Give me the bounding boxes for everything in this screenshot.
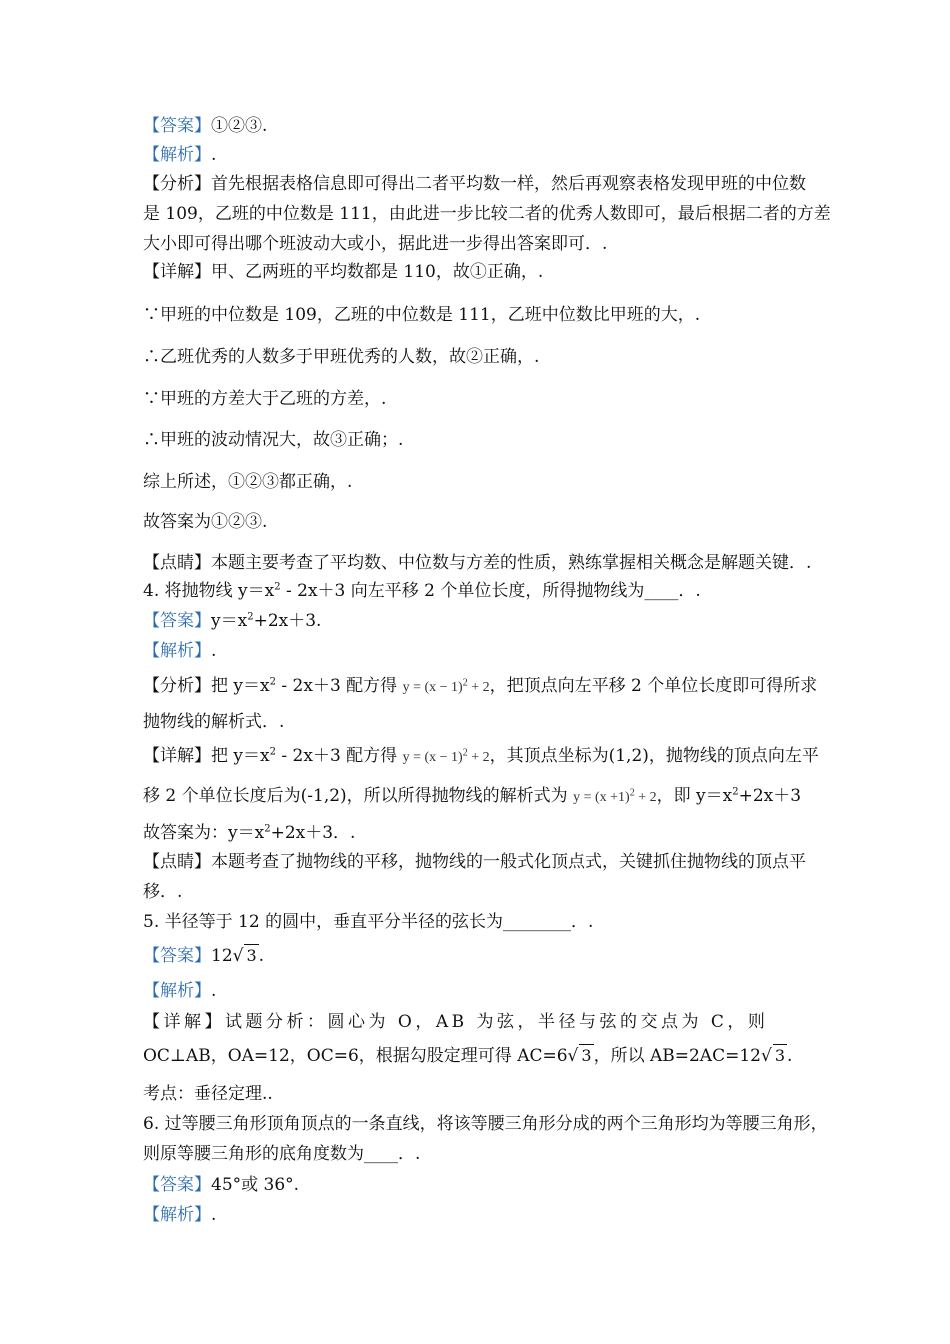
fenxi-text: 首先根据表格信息即可得出二者平均数一样，然后再观察表格发现甲班的中位数 bbox=[211, 174, 806, 194]
superscript: 2 bbox=[274, 581, 281, 593]
analysis-line-q3 bbox=[143, 144, 216, 166]
question-text: 4. 将抛物线 y＝x bbox=[143, 581, 275, 601]
superscript: 2 bbox=[462, 747, 468, 759]
fenxi-line-q4 bbox=[143, 675, 817, 699]
sqrt-radicand: 3 bbox=[581, 1046, 592, 1065]
paragraph-text: +2x＋3．. bbox=[270, 823, 356, 843]
detail-tag: 【详解】 bbox=[143, 1012, 225, 1032]
formula-image bbox=[573, 787, 657, 805]
comment-tag: 【点睛】 bbox=[143, 553, 211, 573]
fenxi-text: ，把顶点向左平移 2 个单位长度即可得所求 bbox=[489, 676, 818, 696]
comment-tag: 【点睛】 bbox=[143, 852, 211, 872]
paragraph-line: 是 109，乙班的中位数是 111，由此进一步比较二者的优秀人数即可，最后根据二者的方差 bbox=[143, 204, 831, 224]
fenxi-text: 把 y＝x bbox=[211, 676, 270, 696]
analysis-line-q6 bbox=[143, 1204, 216, 1226]
answer-tag: 【答案】 bbox=[143, 946, 211, 966]
formula-image bbox=[402, 677, 490, 695]
paragraph-line: ∵甲班的中位数是 109，乙班的中位数是 111，乙班中位数比甲班的大，. bbox=[143, 305, 701, 325]
answer-text: y＝x bbox=[211, 611, 248, 631]
analysis-text: . bbox=[211, 981, 217, 1001]
formula-text: + 2 bbox=[634, 790, 657, 805]
formula-text: y = (x − 1) bbox=[402, 750, 463, 765]
fenxi-line-q3 bbox=[143, 173, 806, 195]
paragraph-line: ∵甲班的方差大于乙班的方差，. bbox=[143, 389, 387, 409]
answer-tag: 【答案】 bbox=[143, 611, 211, 631]
sqrt-sign: √ bbox=[760, 1046, 772, 1066]
paragraph-text: . bbox=[787, 1046, 793, 1066]
detail-line-q3 bbox=[143, 261, 543, 283]
paragraph-line bbox=[143, 785, 801, 809]
analysis-line-q4 bbox=[143, 640, 216, 662]
paragraph-line: 大小即可得出哪个班波动大或小，据此进一步得出答案即可．. bbox=[143, 234, 608, 254]
analysis-tag: 【解析】 bbox=[143, 641, 211, 661]
answer-text: +2x＋3. bbox=[253, 611, 322, 631]
answer-tag: 【答案】 bbox=[143, 116, 211, 136]
superscript: 2 bbox=[269, 746, 276, 758]
answer-text: . bbox=[258, 946, 265, 966]
detail-line-q4 bbox=[143, 745, 819, 769]
analysis-tag: 【解析】 bbox=[143, 981, 211, 1001]
paragraph-line bbox=[143, 1044, 792, 1067]
detail-text: 甲、乙两班的平均数都是 110，故①正确，. bbox=[211, 262, 544, 282]
paragraph-line: 移．. bbox=[143, 882, 183, 902]
sqrt-radicand: 3 bbox=[774, 1046, 786, 1065]
formula-text: + 2 bbox=[467, 750, 490, 765]
sqrt-radicand: 3 bbox=[246, 946, 257, 965]
superscript: 2 bbox=[264, 823, 271, 835]
detail-tag: 【详解】 bbox=[143, 746, 211, 766]
answer-text: ①②③. bbox=[211, 116, 268, 136]
detail-text: ，其顶点坐标为(1,2)，抛物线的顶点向左平 bbox=[489, 746, 819, 766]
superscript: 2 bbox=[462, 677, 468, 689]
answer-line-q4 bbox=[143, 610, 321, 632]
analysis-tag: 【解析】 bbox=[143, 1205, 211, 1225]
answer-line-q6 bbox=[143, 1174, 299, 1196]
question-4 bbox=[143, 580, 701, 602]
answer-text: 45°或 36°. bbox=[211, 1175, 300, 1195]
fenxi-text: - 2x＋3 配方得 bbox=[275, 676, 403, 696]
comment-line-q3 bbox=[143, 552, 811, 574]
detail-text: 试题分析：圆心为 O，AB 为弦，半径与弦的交点为 C，则 bbox=[225, 1012, 769, 1032]
paragraph-line: ∴甲班的波动情况大，故③正确；. bbox=[143, 430, 404, 450]
paragraph-text: OC⊥AB，OA=12，OC=6，根据勾股定理可得 AC=6 bbox=[143, 1046, 568, 1066]
formula-text: y = (x +1) bbox=[573, 790, 630, 805]
detail-text: - 2x＋3 配方得 bbox=[275, 746, 403, 766]
analysis-text: . bbox=[211, 1205, 217, 1225]
superscript: 2 bbox=[732, 786, 739, 798]
paragraph-text: ，即 y＝x bbox=[656, 786, 733, 806]
question-text: - 2x＋3 向左平移 2 个单位长度，所得抛物线为____．. bbox=[280, 581, 701, 601]
formula-image bbox=[402, 747, 490, 765]
paragraph-text: 故答案为：y＝x bbox=[143, 823, 265, 843]
formula-text: y = (x − 1) bbox=[402, 680, 463, 695]
sqrt-sign: √ bbox=[232, 946, 244, 966]
superscript: 2 bbox=[247, 611, 254, 623]
paragraph-text: ，所以 AB=2AC=12 bbox=[593, 1046, 761, 1066]
question-6: 6. 过等腰三角形顶角顶点的一条直线，将该等腰三角形分成的两个三角形均为等腰三角形， bbox=[143, 1114, 828, 1134]
paragraph-line bbox=[143, 822, 355, 844]
answer-text: 12 bbox=[211, 946, 233, 966]
superscript: 2 bbox=[629, 787, 635, 799]
superscript: 2 bbox=[269, 676, 276, 688]
paragraph-text: 移 2 个单位长度后为(-1,2)，所以所得抛物线的解析式为 bbox=[143, 786, 574, 806]
analysis-text: . bbox=[211, 145, 217, 165]
detail-text: 把 y＝x bbox=[211, 746, 270, 766]
question-6-cont: 则原等腰三角形的底角度数为____．. bbox=[143, 1144, 421, 1164]
analysis-text: . bbox=[211, 641, 217, 661]
detail-line-q5 bbox=[143, 1011, 768, 1033]
detail-tag: 【详解】 bbox=[143, 262, 211, 282]
analysis-tag: 【解析】 bbox=[143, 145, 211, 165]
comment-text: 本题主要考查了平均数、中位数与方差的性质，熟练掌握相关概念是解题关键．. bbox=[211, 553, 812, 573]
comment-text: 本题考查了抛物线的平移，抛物线的一般式化顶点式，关键抓住抛物线的顶点平 bbox=[211, 852, 806, 872]
comment-line-q4 bbox=[143, 851, 806, 873]
answer-line-q5 bbox=[143, 944, 264, 967]
paragraph-line: 故答案为①②③. bbox=[143, 512, 268, 532]
kaodian-line: 考点：垂径定理.. bbox=[143, 1084, 273, 1104]
paragraph-line: 抛物线的解析式．. bbox=[143, 712, 285, 732]
paragraph-text: +2x＋3 bbox=[738, 786, 802, 806]
fenxi-tag: 【分析】 bbox=[143, 676, 211, 696]
formula-text: + 2 bbox=[467, 680, 490, 695]
sqrt-sign: √ bbox=[567, 1046, 579, 1066]
question-5: 5. 半径等于 12 的圆中，垂直平分半径的弦长为________．. bbox=[143, 912, 594, 932]
fenxi-tag: 【分析】 bbox=[143, 174, 211, 194]
answer-line-q3 bbox=[143, 115, 267, 137]
paragraph-line: ∴乙班优秀的人数多于甲班优秀的人数，故②正确，. bbox=[143, 347, 540, 367]
paragraph-line: 综上所述，①②③都正确，. bbox=[143, 472, 353, 492]
answer-tag: 【答案】 bbox=[143, 1175, 211, 1195]
analysis-line-q5 bbox=[143, 980, 216, 1002]
